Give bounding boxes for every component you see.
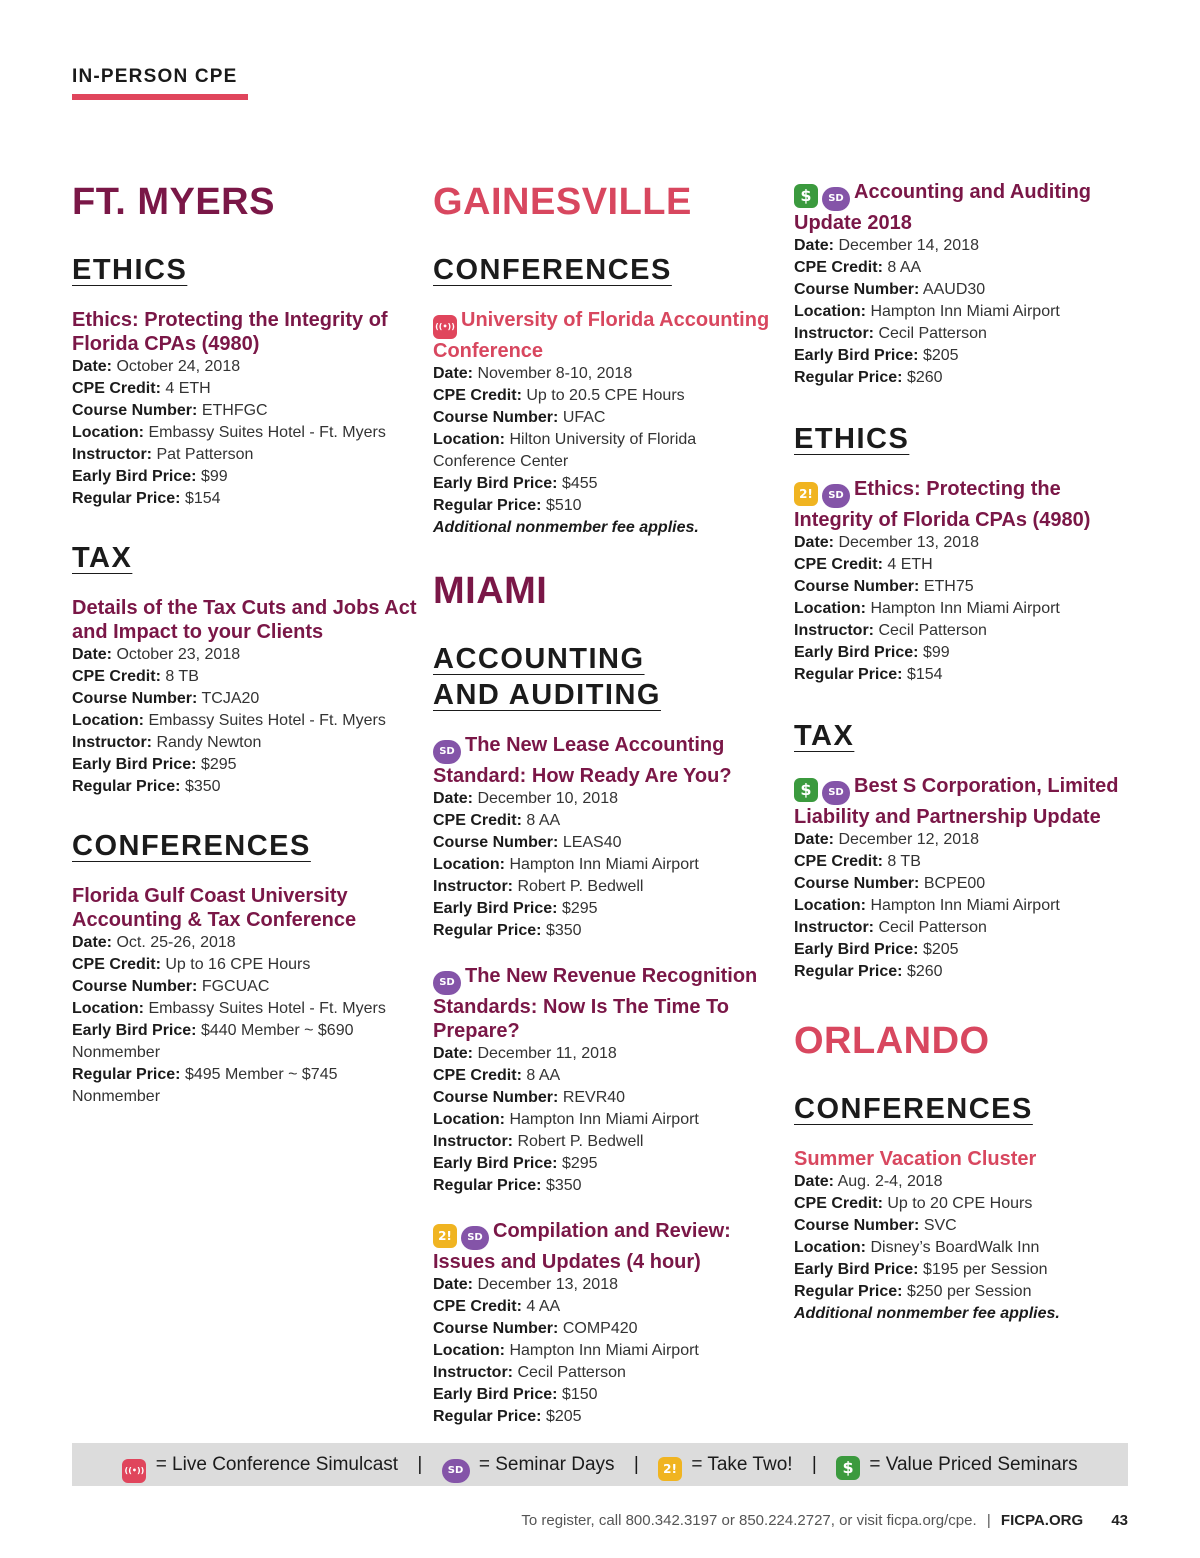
course-entry[interactable]: 2! SD Compilation and Review: Issues and Updates (4 hour) Date: December 13, 2018 CPE Credit: 4 AA Course Number: COMP420 Location: Hampton Inn Miami Airport Instructor: Cecil Patterson Early Bird Price: $150 Regular Price: $205 bbox=[433, 1219, 783, 1428]
city-heading: GAINESVILLE bbox=[433, 181, 692, 223]
icon-legend: ((•)) = Live Conference Simulcast | SD = Seminar Days | 2! = Take Two! | $ = Value Priced Seminars bbox=[72, 1443, 1128, 1486]
column-miami-orlando bbox=[794, 180, 1139, 1355]
course-title[interactable]: $ SD Best S Corporation, Limited Liability and Partnership Update bbox=[794, 775, 1119, 828]
legend-val-label: = Value Priced Seminars bbox=[869, 1454, 1078, 1475]
column-gainesville-miami bbox=[433, 180, 783, 1458]
course-entry[interactable]: Florida Gulf Coast University Accounting & Tax Conference Date: Oct. 25-26, 2018 CPE Credit: Up to 16 CPE Hours Course Number: FGCUAC Location: Embassy Suites Hotel - Ft. Myers Early Bird Price: $440 Member ~ $690 Nonmember Regular Price: $495 Member ~ $745 Nonmember bbox=[72, 884, 417, 1108]
city-heading: ORLANDO bbox=[794, 1020, 990, 1062]
legend-take-label: = Take Two! bbox=[691, 1454, 793, 1475]
course-entry[interactable]: Details of the Tax Cuts and Jobs Act and Impact to your Clients Date: October 23, 2018 CPE Credit: 8 TB Course Number: TCJA20 Location: Embassy Suites Hotel - Ft. Myers Instructor: Randy Newton Early Bird Price: $295 Regular Price: $350 bbox=[72, 597, 417, 795]
seminar-days-icon: SD bbox=[442, 1459, 470, 1483]
course-entry[interactable] bbox=[72, 308, 417, 510]
value-priced-icon: $ bbox=[794, 778, 818, 802]
take-two-icon: 2! bbox=[658, 1457, 682, 1481]
course-title[interactable]: $ SD Accounting and Auditing Update 2018 bbox=[794, 181, 1092, 234]
section-label: IN-PERSON CPE bbox=[72, 66, 238, 87]
value-priced-icon: $ bbox=[836, 1456, 860, 1480]
column-ft-myers bbox=[72, 180, 417, 1138]
course-credit: CPE Credit: 4 ETH bbox=[72, 380, 211, 397]
category-heading: CONFERENCES bbox=[433, 254, 672, 286]
course-entry[interactable]: 2! SD Ethics: Protecting the Integrity of Florida CPAs (4980) Date: December 13, 2018 CPE Credit: 4 ETH Course Number: ETH75 Location: Hampton Inn Miami Airport Instructor: Cecil Patterson Early Bird Price: $99 Regular Price: $154 bbox=[794, 477, 1139, 686]
category-heading: TAX bbox=[794, 720, 855, 752]
live-simulcast-icon: ((•)) bbox=[433, 315, 457, 339]
category-heading: ACCOUNTING AND AUDITING bbox=[433, 643, 661, 711]
course-entry[interactable]: SD The New Revenue Recognition Standards: Now Is The Time To Prepare? Date: December 11, 2018 CPE Credit: 8 AA Course Number: REVR40 Location: Hampton Inn Miami Airport Instructor: Robert P. Bedwell Early Bird Price: $295 Regular Price: $350 bbox=[433, 964, 783, 1197]
site-link[interactable]: FICPA.ORG bbox=[1000, 1512, 1084, 1529]
header-accent-bar bbox=[72, 94, 248, 100]
legend-live-label: = Live Conference Simulcast bbox=[155, 1454, 399, 1475]
take-two-icon: 2! bbox=[433, 1224, 457, 1248]
course-title[interactable]: 2! SD Compilation and Review: Issues and Updates (4 hour) bbox=[433, 1220, 731, 1273]
course-instructor: Instructor: Pat Patterson bbox=[72, 446, 254, 463]
category-heading: CONFERENCES bbox=[72, 830, 311, 862]
seminar-days-icon: SD bbox=[822, 781, 850, 805]
course-entry[interactable]: $ SD Best S Corporation, Limited Liability and Partnership Update Date: December 12, 2018 CPE Credit: 8 TB Course Number: BCPE00 Location: Hampton Inn Miami Airport Instructor: Cecil Patterson Early Bird Price: $205 Regular Price: $260 bbox=[794, 774, 1139, 983]
legend-sd-label: = Seminar Days bbox=[478, 1454, 615, 1475]
course-title[interactable]: Ethics: Protecting the Integrity of Florida CPAs (4980) bbox=[72, 309, 388, 355]
course-title[interactable]: Details of the Tax Cuts and Jobs Act and Impact to your Clients bbox=[72, 597, 417, 643]
course-entry[interactable]: Summer Vacation Cluster Date: Aug. 2-4, 2018 CPE Credit: Up to 20 CPE Hours Course Number: SVC Location: Disney’s BoardWalk Inn Early Bird Price: $195 per Session Regular Price: $250 per Session Additional nonmember fee applies. bbox=[794, 1147, 1139, 1325]
category-heading: CONFERENCES bbox=[794, 1093, 1033, 1125]
page-number: 43 bbox=[1111, 1512, 1128, 1529]
course-location: Location: Embassy Suites Hotel - Ft. Myers bbox=[72, 424, 386, 441]
page-header bbox=[72, 66, 248, 100]
course-date: Date: October 24, 2018 bbox=[72, 358, 241, 375]
seminar-days-icon: SD bbox=[822, 187, 850, 211]
course-title[interactable]: SD The New Lease Accounting Standard: How Ready Are You? bbox=[433, 734, 732, 787]
course-number: Course Number: ETHFGC bbox=[72, 402, 268, 419]
course-entry[interactable]: ((•)) University of Florida Accounting Conference Date: November 8-10, 2018 CPE Credit: Up to 20.5 CPE Hours Course Number: UFAC Location: Hilton University of Florida Conference Center Early Bird Price: $455 Regular Price: $510 Additional nonmember fee applies. bbox=[433, 308, 783, 539]
city-heading: FT. MYERS bbox=[72, 181, 275, 223]
early-bird-price: Early Bird Price: $99 bbox=[72, 468, 228, 485]
nonmember-note: Additional nonmember fee applies. bbox=[794, 1305, 1060, 1322]
category-heading: ETHICS bbox=[794, 423, 910, 455]
course-title[interactable]: Florida Gulf Coast University Accounting & Tax Conference bbox=[72, 885, 357, 931]
live-simulcast-icon: ((•)) bbox=[122, 1459, 146, 1483]
seminar-days-icon: SD bbox=[461, 1226, 489, 1250]
course-entry[interactable]: SD The New Lease Accounting Standard: How Ready Are You? Date: December 10, 2018 CPE Credit: 8 AA Course Number: LEAS40 Location: Hampton Inn Miami Airport Instructor: Robert P. Bedwell Early Bird Price: $295 Regular Price: $350 bbox=[433, 733, 783, 942]
course-title[interactable]: SD The New Revenue Recognition Standards: Now Is The Time To Prepare? bbox=[433, 965, 758, 1042]
register-text: To register, call 800.342.3197 or 850.224.2727, or visit ficpa.org/cpe. bbox=[521, 1512, 977, 1529]
course-entry[interactable]: $ SD Accounting and Auditing Update 2018 Date: December 14, 2018 CPE Credit: 8 AA Course Number: AAUD30 Location: Hampton Inn Miami Airport Instructor: Cecil Patterson Early Bird Price: $205 Regular Price: $260 bbox=[794, 180, 1139, 389]
course-title[interactable]: Summer Vacation Cluster bbox=[794, 1148, 1037, 1170]
category-heading: TAX bbox=[72, 542, 133, 574]
nonmember-note: Additional nonmember fee applies. bbox=[433, 519, 699, 536]
category-heading: ETHICS bbox=[72, 254, 188, 286]
city-heading: MIAMI bbox=[433, 570, 548, 612]
course-title[interactable]: ((•)) University of Florida Accounting Conference bbox=[433, 309, 770, 362]
seminar-days-icon: SD bbox=[822, 484, 850, 508]
take-two-icon: 2! bbox=[794, 482, 818, 506]
value-priced-icon: $ bbox=[794, 184, 818, 208]
page-footer: To register, call 800.342.3197 or 850.224.2727, or visit ficpa.org/cpe. | FICPA.ORG 43 bbox=[521, 1512, 1128, 1529]
seminar-days-icon: SD bbox=[433, 740, 461, 764]
course-title[interactable]: 2! SD Ethics: Protecting the Integrity of Florida CPAs (4980) bbox=[794, 478, 1091, 531]
seminar-days-icon: SD bbox=[433, 971, 461, 995]
regular-price: Regular Price: $154 bbox=[72, 490, 221, 507]
